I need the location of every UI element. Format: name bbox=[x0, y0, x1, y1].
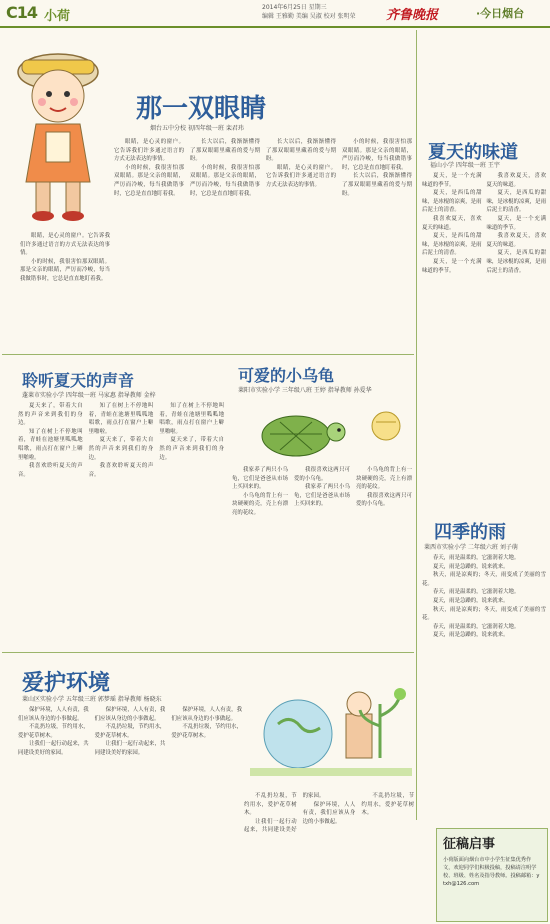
section-name: 小荷 bbox=[44, 9, 71, 24]
article-title: 可爱的小乌龟 bbox=[238, 366, 335, 385]
article-title: 夏天的味道 bbox=[428, 142, 518, 163]
article-body: 夏天来了，带着大自然的声音来到我们的身边。 知了在树上不停地叫着，青蛙在池塘里呱呱地唱歌，雨点打在窗户上噼里啪啦。 我喜欢聆听夏天的声音。 知了在树上不停地叫着，青蛙在池塘里呱呱地唱歌，雨点打在窗户上噼里啪啦。 夏天来了，带着大自然的声音来到我们的身边。 我喜欢聆听夏天的声音。 知了在树上不停地叫着，青蛙在池塘里呱呱地唱歌，雨点打在窗户上噼里啪啦。 夏天来了，带着大自然的声音来到我们的身边。 bbox=[18, 403, 224, 478]
edition-name: ·今日烟台 bbox=[476, 7, 525, 20]
article-title: 聆听夏天的声音 bbox=[22, 371, 135, 390]
article-title: 爱护环境 bbox=[22, 670, 111, 696]
article-byline: 莱山区实验小学 五年级三班 郭梦瑶 指导教师 杨晓东 bbox=[22, 696, 162, 703]
article-body: 夏天，是一个充满味道的季节。 夏天，是西瓜的甜味，是冰棍的凉爽，是雨后泥土的清香。 我喜欢夏天，喜欢夏天的味道。 夏天，是西瓜的甜味，是冰棍的凉爽，是雨后泥土的清香。 夏天，是一个充满味道的季节。 我喜欢夏天，喜欢夏天的味道。 夏天，是西瓜的甜味，是冰棍的凉爽，是雨后泥土的清香。 夏天，是一个充满味道的季节。 我喜欢夏天，喜欢夏天的味道。 夏天，是西瓜的甜味，是冰棍的凉爽，是雨后泥土的清香。 bbox=[422, 173, 546, 274]
article-body-cont: 眼睛，是心灵的窗户。它告诉我们许多通过语言的方式无法表达的事情。 小的时候，我很害怕那双眼睛。那是父亲的眼睛，严厉而冷峻，每当我做错事时，它总是直直地盯着我。 长大以后，我渐渐懂得了那双眼睛里藏着的爱与期盼。 小的时候，我很害怕那双眼睛。那是父亲的眼睛，严厉而冷峻，每当我做错事时，它总是直直地盯着我。 长大以后，我渐渐懂得了那双眼睛里藏着的爱与期盼。 眼睛，是心灵的窗户。它告诉我们许多通过语言的方式无法表达的事情。 小的时候，我很害怕那双眼睛。那是父亲的眼睛，严厉而冷峻，每当我做错事时，它总是直直地盯着我。 长大以后，我渐渐懂得了那双眼睛里藏着的爱与期盼。 bbox=[114, 139, 412, 197]
newspaper-brand: 齐鲁晚报 bbox=[386, 8, 439, 23]
article-byline: 莱西市实验小学 二年级六班 刘子萌 bbox=[424, 544, 518, 551]
kids-globe-illustration bbox=[250, 664, 412, 788]
article-byline: 烟台五中分校 初四年级一班 栾君玮 bbox=[150, 125, 244, 132]
girl-illustration bbox=[6, 32, 110, 232]
column-divider bbox=[416, 30, 417, 820]
article-byline: 福山小学 四年级一班 王宇 bbox=[430, 162, 500, 169]
article-body: 保护环境，人人有责，我们应该从身边的小事做起。 不乱扔垃圾，节约用水，爱护花草树木。 让我们一起行动起来，共同建设美好的家园。 保护环境，人人有责，我们应该从身边的小事做起。 不乱扔垃圾，节约用水，爱护花草树木。 让我们一起行动起来，共同建设美好的家园。 保护环境，人人有责，我们应该从身边的小事做起。 不乱扔垃圾，节约用水，爱护花草树木。 bbox=[18, 707, 242, 756]
section-divider bbox=[2, 354, 414, 355]
article-body: 眼睛，是心灵的窗户。它告诉我们许多通过语言的方式无法表达的事情。 小的时候，我很害怕那双眼睛。那是父亲的眼睛，严厉而冷峻，每当我做错事时，它总是直直地盯着我。 bbox=[20, 233, 110, 282]
article-title: 那一双眼睛 bbox=[136, 94, 267, 124]
page-header bbox=[0, 0, 550, 28]
article-body: 春天，雨是温柔的，它滋润着大地。 夏天，雨是急躁的，说来就来。 秋天，雨是凉爽的；冬天，雨变成了美丽的雪花。 春天，雨是温柔的，它滋润着大地。 夏天，雨是急躁的，说来就来。 秋天，雨是凉爽的；冬天，雨变成了美丽的雪花。 春天，雨是温柔的，它滋润着大地。 夏天，雨是急躁的，说来就来。 bbox=[422, 555, 546, 639]
date-line: 2014年6月25日 星期三 编辑 王雅勤 美编 吴淑 校对 张明荣 bbox=[262, 4, 356, 20]
notice-text: 小荷版面向烟台市中小学生征集优秀作文，欢迎同学们积极投稿，投稿请注明学校、班级、姓名及指导教师。投稿邮箱：ytxh@126.com bbox=[443, 857, 540, 887]
article-body-cont: 不乱扔垃圾，节约用水，爱护花草树木。 让我们一起行动起来，共同建设美好的家园。 保护环境，人人有责，我们应该从身边的小事做起。 不乱扔垃圾，节约用水，爱护花草树木。 bbox=[244, 793, 414, 834]
article-body: 我家养了两只小乌龟，它们是爸爸从市场上买回来的。 小乌龟的背上有一块硬硬的壳，壳上有漂亮的花纹。 我很喜欢这两只可爱的小乌龟。 我家养了两只小乌龟，它们是爸爸从市场上买回来的。 小乌龟的背上有一块硬硬的壳，壳上有漂亮的花纹。 我很喜欢这两只可爱的小乌龟。 bbox=[232, 467, 412, 516]
page-number: C14 bbox=[6, 3, 38, 22]
turtle-illustration bbox=[236, 392, 414, 464]
article-byline: 莱阳市实验小学 三年级八班 王婷 指导教师 孙爱华 bbox=[238, 387, 372, 394]
call-for-submissions bbox=[436, 828, 548, 922]
article-title: 四季的雨 bbox=[434, 522, 506, 543]
section-divider bbox=[2, 652, 414, 653]
notice-title: 征稿启事 bbox=[443, 837, 496, 852]
article-byline: 蓬莱市实验小学 四年级一班 马家惠 指导教师 金梓 bbox=[22, 392, 156, 399]
